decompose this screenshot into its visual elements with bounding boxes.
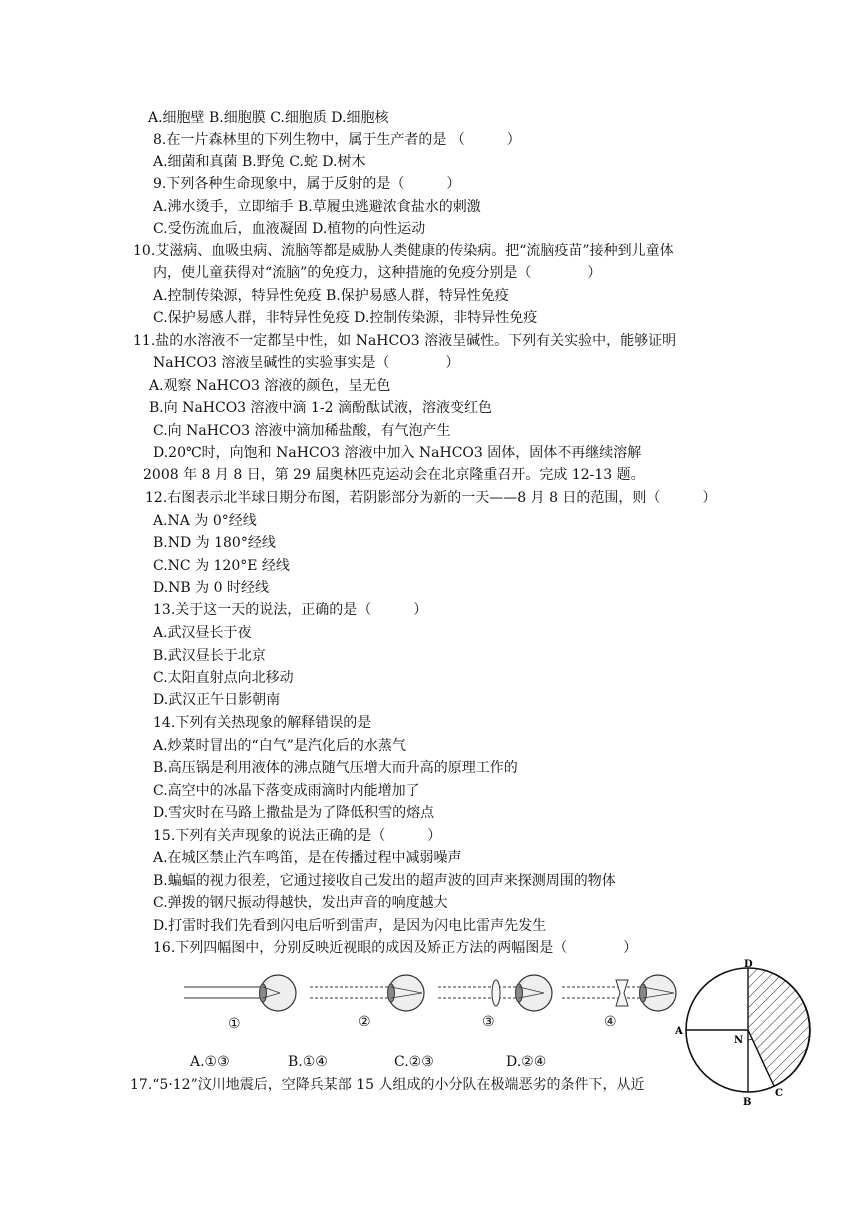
text-line: C.向 NaHCO3 溶液中滴加稀盐酸，有气泡产生	[153, 423, 451, 439]
text-line: A.控制传染源，特异性免疫 B.保护易感人群，特异性免疫	[153, 288, 509, 304]
text-line: 12.右图表示北半球日期分布图，若阴影部分为新的一天——8 月 8 日的范围，则（ ）	[145, 490, 717, 506]
text-line: B.武汉昼长于北京	[153, 648, 266, 664]
text-line: A.细胞壁 B.细胞膜 C.细胞质 D.细胞核	[148, 110, 389, 126]
text-line: C.受伤流血后，血液凝固 D.植物的向性运动	[153, 221, 426, 237]
text-line: 16.下列四幅图中，分别反映近视眼的成因及矫正方法的两幅图是（ ）	[153, 940, 638, 956]
text-line: A.炒菜时冒出的“白气”是汽化后的水蒸气	[153, 738, 406, 754]
text-line: A.在城区禁止汽车鸣笛，是在传播过程中减弱噪声	[153, 850, 462, 866]
text-line: NaHCO3 溶液呈碱性的实验事实是（ ）	[153, 355, 460, 371]
text-line: A.观察 NaHCO3 溶液的颜色，呈无色	[149, 378, 391, 394]
text-line: D.20℃时，向饱和 NaHCO3 溶液中加入 NaHCO3 固体，固体不再继续溶解	[153, 445, 642, 461]
text-line: B.向 NaHCO3 溶液中滴 1-2 滴酚酞试液，溶液变红色	[149, 400, 492, 416]
text-line: C.保护易感人群，非特异性免疫 D.控制传染源，非特异性免疫	[153, 310, 538, 326]
text-line: A.NA 为 0°经线	[153, 513, 257, 529]
text-line: 8.在一片森林里的下列生物中，属于生产者的是 （ ）	[153, 132, 521, 148]
text-line: A.沸水烫手，立即缩手 B.草履虫逃避浓食盐水的刺激	[153, 199, 481, 215]
text-line: 内，使儿童获得对“流脑”的免疫力，这种措施的免疫分别是（ ）	[153, 265, 602, 281]
eye-diagram-1	[180, 972, 300, 1018]
text-line: 17.“5·12”汶川地震后，空降兵某部 15 人组成的小分队在极端恶劣的条件下，从近	[130, 1077, 645, 1093]
text-line: C.弹拨的钢尺振动得越快，发出声音的响度越大	[153, 895, 448, 911]
text-line: B.ND 为 180°经线	[153, 535, 276, 551]
option-c: C.②③	[394, 1054, 434, 1070]
globe-label-d: D	[744, 959, 753, 970]
text-line: A.细菌和真菌 B.野兔 C.蛇 D.树木	[153, 154, 366, 170]
globe-label-a: A	[675, 1026, 683, 1037]
text-line: 10.艾滋病、血吸虫病、流脑等都是威胁人类健康的传染病。把“流脑疫苗”接种到儿童体	[133, 243, 674, 259]
text-line: 15.下列有关声现象的说法正确的是（ ）	[153, 828, 442, 844]
text-line: C.太阳直射点向北移动	[153, 670, 294, 686]
text-line: C.高空中的冰晶下落变成雨滴时内能增加了	[153, 783, 420, 799]
text-line: 14.下列有关热现象的解释错误的是	[153, 715, 372, 731]
option-b: B.①④	[288, 1054, 328, 1070]
text-line: A.武汉昼长于夜	[153, 625, 252, 641]
eye-diagram-4	[558, 972, 680, 1018]
globe-label-n: N	[734, 1035, 744, 1046]
eye-label: ①	[228, 1016, 241, 1032]
globe-label-b: B	[743, 1097, 752, 1107]
eye-diagram-2	[306, 972, 428, 1018]
text-line: D.NB 为 0 时经线	[153, 580, 269, 596]
text-line: 11.盐的水溶液不一定都呈中性，如 NaHCO3 溶液呈碱性。下列有关实验中，能够证明	[133, 333, 677, 349]
text-line: D.雪灾时在马路上撒盐是为了降低积雪的熔点	[153, 805, 435, 821]
text-line: 2008 年 8 月 8 日，第 29 届奥林匹克运动会在北京隆重召开。完成 12-13 题。	[143, 467, 645, 483]
option-a: A.①③	[190, 1054, 230, 1070]
text-line: 13.关于这一天的说法，正确的是（ ）	[153, 602, 428, 618]
text-line: B.蝙蝠的视力很差，它通过接收自己发出的超声波的回声来探测周围的物体	[153, 873, 616, 889]
eye-label: ④	[604, 1014, 617, 1030]
option-d: D.②④	[506, 1054, 547, 1070]
eye-diagram-3	[434, 972, 556, 1018]
text-line: 9.下列各种生命现象中，属于反射的是（ ）	[153, 176, 461, 192]
globe-label-c: C	[775, 1088, 783, 1099]
text-line: C.NC 为 120°E 经线	[153, 558, 290, 574]
text-line: B.高压锅是利用液体的沸点随气压增大而升高的原理工作的	[153, 760, 518, 776]
text-line: D.武汉正午日影朝南	[153, 692, 281, 708]
eye-label: ③	[482, 1014, 495, 1030]
eye-label: ②	[358, 1014, 371, 1030]
globe-diagram	[672, 955, 832, 1107]
text-line: D.打雷时我们先看到闪电后听到雷声，是因为闪电比雷声先发生	[153, 918, 547, 934]
